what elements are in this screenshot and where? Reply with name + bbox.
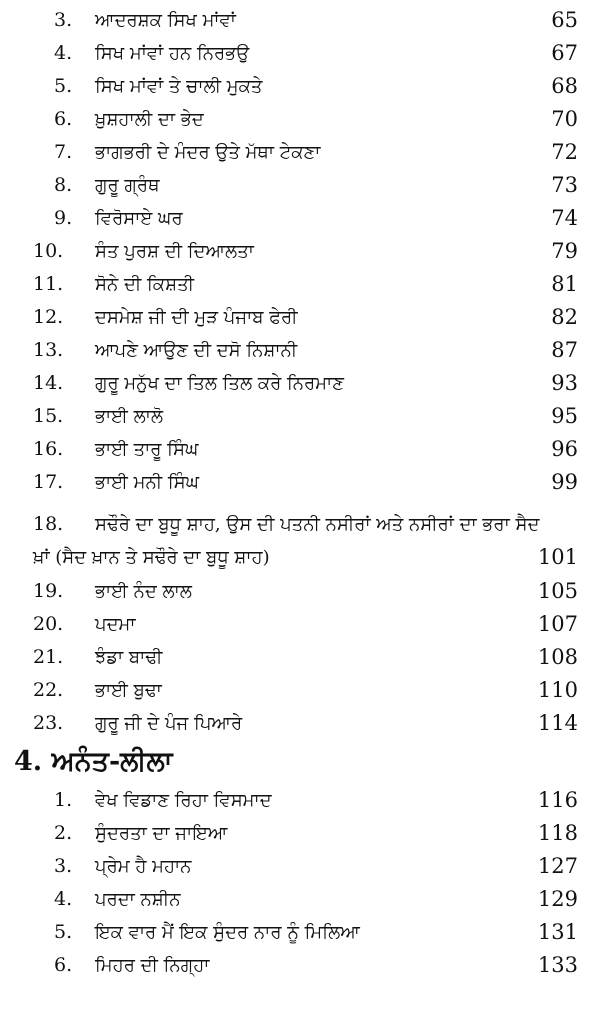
toc-entry (0, 136, 600, 169)
entry-number: 12. (33, 306, 64, 328)
toc-entry (0, 268, 600, 301)
toc-entry (0, 202, 600, 235)
entry-number: 10. (33, 240, 64, 262)
entry-number: 13. (33, 339, 64, 361)
entry-title: ਸੋਨੇ ਦੀ ਕਿਸ਼ਤੀ (95, 274, 195, 295)
entry-page-number: 95 (551, 404, 578, 428)
toc-entry (0, 575, 600, 608)
entry-page-number: 67 (551, 41, 578, 65)
toc-entry (0, 433, 600, 466)
toc-entry (0, 301, 600, 334)
toc-entry-multiline (0, 508, 600, 574)
entry-title: ਪਰਦਾ ਨਸ਼ੀਨ (95, 889, 181, 910)
entry-number: 4. (54, 42, 73, 64)
entry-number: 6. (54, 108, 73, 130)
toc-entry (0, 608, 600, 641)
entry-title-line-1: ਸਢੌਰੇ ਦਾ ਬੁਧੂ ਸ਼ਾਹ, ਉਸ ਦੀ ਪਤਨੀ ਨਸੀਰਾਂ ਅਤੇ ਨਸੀਰਾਂ ਦਾ ਭਰਾ ਸੈਦ (95, 514, 540, 535)
toc-entry (0, 641, 600, 674)
entry-page-number: 129 (537, 887, 578, 911)
entry-page-number: 101 (537, 545, 578, 569)
toc-entry (0, 784, 600, 817)
entry-page-number: 87 (551, 338, 578, 362)
entry-number: 14. (33, 372, 64, 394)
entry-title: ਭਾਈ ਤਾਰੂ ਸਿੰਘ (95, 439, 199, 460)
entry-number: 23. (33, 712, 64, 734)
entry-page-number: 81 (551, 272, 578, 296)
entry-page-number: 127 (537, 854, 578, 878)
toc-entry (0, 169, 600, 202)
entry-title: ਦਸਮੇਸ਼ ਜੀ ਦੀ ਮੁੜ ਪੰਜਾਬ ਫੇਰੀ (95, 307, 298, 328)
entry-number: 15. (33, 405, 64, 427)
entry-page-number: 74 (551, 206, 578, 230)
entry-page-number: 96 (551, 437, 578, 461)
toc-entry (0, 883, 600, 916)
entry-page-number: 93 (551, 371, 578, 395)
entry-page-number: 70 (551, 107, 578, 131)
toc-entry (0, 466, 600, 499)
entry-title: ਖ਼ੁਸ਼ਹਾਲੀ ਦਾ ਭੇਦ (95, 109, 204, 130)
toc-entry (0, 916, 600, 949)
entry-title: ਗੁਰੂ ਮਨੁੱਖ ਦਾ ਤਿਲ ਤਿਲ ਕਰੇ ਨਿਰਮਾਣ (95, 373, 344, 394)
entry-page-number: 118 (537, 821, 578, 845)
entry-title: ਪ੍ਰੇਮ ਹੈ ਮਹਾਨ (95, 856, 192, 877)
entry-page-number: 110 (537, 678, 578, 702)
entry-number: 1. (54, 789, 73, 811)
entry-title: ਆਦਰਸ਼ਕ ਸਿਖ ਮਾਂਵਾਂ (95, 10, 236, 31)
section-heading: 4. ਅਨੰਤ-ਲੀਲਾ (14, 746, 173, 777)
entry-number: 7. (54, 141, 73, 163)
entry-title: ਆਪਣੇ ਆਉਣ ਦੀ ਦਸੋ ਨਿਸ਼ਾਨੀ (95, 340, 298, 361)
entry-title: ਭਾਗਭਰੀ ਦੇ ਮੰਦਰ ਉਤੇ ਮੱਥਾ ਟੇਕਣਾ (95, 142, 321, 163)
entry-title: ਵਿਰੋਸਾਏ ਘਰ (95, 208, 183, 229)
entry-title: ਇਕ ਵਾਰ ਮੈਂ ਇਕ ਸੁੰਦਰ ਨਾਰ ਨੂੰ ਮਿਲਿਆ (95, 922, 360, 943)
toc-entry (0, 4, 600, 37)
toc-entry (0, 334, 600, 367)
toc-entry (0, 400, 600, 433)
entry-number: 3. (54, 9, 73, 31)
entry-page-number: 73 (551, 173, 578, 197)
entry-title-line-2: ਖ਼ਾਂ (ਸੈਦ ਖ਼ਾਨ ਤੇ ਸਢੌਰੇ ਦਾ ਬੁਧੂ ਸ਼ਾਹ) (33, 547, 270, 568)
entry-number: 22. (33, 679, 64, 701)
entry-title: ਪਦਮਾ (95, 614, 136, 635)
entry-page-number: 131 (537, 920, 578, 944)
entry-number: 4. (54, 888, 73, 910)
entry-page-number: 82 (551, 305, 578, 329)
entry-number: 19. (33, 580, 64, 602)
entry-title: ਮਿਹਰ ਦੀ ਨਿਗ੍ਹਾ (95, 955, 210, 976)
entry-title: ਸੁੰਦਰਤਾ ਦਾ ਜਾਇਆ (95, 823, 228, 844)
entry-number: 9. (54, 207, 73, 229)
toc-entry (0, 70, 600, 103)
entry-number: 8. (54, 174, 73, 196)
entry-number: 17. (33, 471, 64, 493)
entry-page-number: 99 (551, 470, 578, 494)
entry-number: 5. (54, 921, 73, 943)
entry-title: ਵੇਖ ਵਿਡਾਣ ਰਿਹਾ ਵਿਸਮਾਦ (95, 790, 272, 811)
entry-page-number: 114 (537, 711, 578, 735)
entry-title: ਭਾਈ ਲਾਲੋ (95, 406, 164, 427)
entry-number: 16. (33, 438, 64, 460)
entry-title: ਗੁਰੂ ਜੀ ਦੇ ਪੰਜ ਪਿਆਰੇ (95, 713, 243, 734)
toc-entry (0, 707, 600, 740)
toc-entry (0, 817, 600, 850)
entry-number: 20. (33, 613, 64, 635)
entry-title: ਗੁਰੂ ਗ੍ਰੰਥ (95, 175, 160, 196)
entry-title: ਸੰਤ ਪੁਰਸ਼ ਦੀ ਦਿਆਲਤਾ (95, 241, 254, 262)
entry-number: 6. (54, 954, 73, 976)
entry-title: ਸਿਖ ਮਾਂਵਾਂ ਤੇ ਚਾਲੀ ਮੁਕਤੇ (95, 76, 263, 97)
entry-number: 18. (33, 513, 64, 535)
entry-page-number: 105 (537, 579, 578, 603)
entry-title: ਭਾਈ ਨੰਦ ਲਾਲ (95, 581, 192, 602)
entry-page-number: 79 (551, 239, 578, 263)
entry-number: 21. (33, 646, 64, 668)
toc-entry (0, 103, 600, 136)
entry-number: 11. (33, 273, 64, 295)
entry-page-number: 133 (537, 953, 578, 977)
entry-page-number: 108 (537, 645, 578, 669)
entry-title: ਸਿਖ ਮਾਂਵਾਂ ਹਨ ਨਿਰਭਉ (95, 43, 250, 64)
entry-page-number: 116 (537, 788, 578, 812)
entry-page-number: 68 (551, 74, 578, 98)
toc-entry (0, 850, 600, 883)
entry-title: ਝੰਡਾ ਬਾਢੀ (95, 647, 163, 668)
entry-number: 3. (54, 855, 73, 877)
entry-number: 2. (54, 822, 73, 844)
toc-entry (0, 949, 600, 982)
toc-entry (0, 37, 600, 70)
entry-title: ਭਾਈ ਮਨੀ ਸਿੰਘ (95, 472, 200, 493)
entry-title: ਭਾਈ ਬੁਢਾ (95, 680, 162, 701)
toc-entry (0, 235, 600, 268)
entry-page-number: 65 (551, 8, 578, 32)
toc-entry (0, 367, 600, 400)
entry-number: 5. (54, 75, 73, 97)
entry-page-number: 72 (551, 140, 578, 164)
toc-entry (0, 674, 600, 707)
entry-page-number: 107 (537, 612, 578, 636)
